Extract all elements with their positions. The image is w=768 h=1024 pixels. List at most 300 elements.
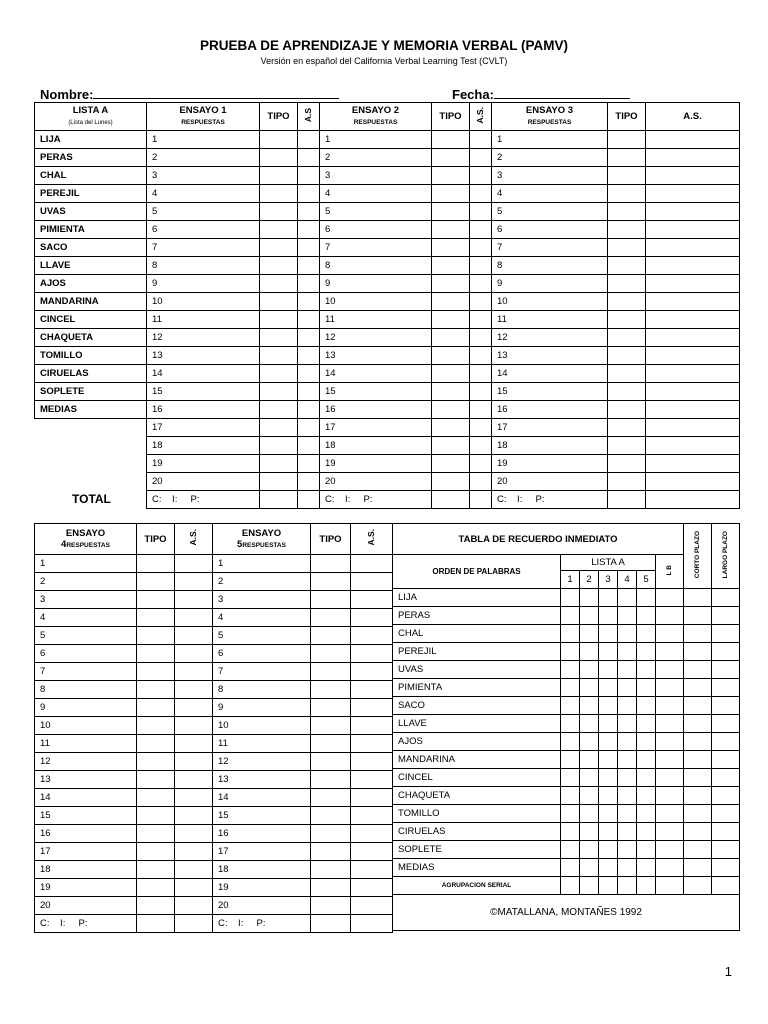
response-cell[interactable]: 12: [35, 753, 137, 771]
recall-cell[interactable]: [599, 661, 618, 679]
tipo-cell[interactable]: [311, 699, 351, 717]
response-cell[interactable]: 16: [213, 825, 311, 843]
tipo-cell[interactable]: [608, 293, 646, 311]
recall-cell[interactable]: [618, 679, 637, 697]
as-cell[interactable]: [175, 699, 213, 717]
tipo-cell[interactable]: [608, 149, 646, 167]
recall-cell[interactable]: [637, 769, 656, 787]
as-cell[interactable]: [470, 275, 492, 293]
recall-cell[interactable]: [561, 751, 580, 769]
tipo-cell[interactable]: [608, 311, 646, 329]
as-cell[interactable]: [351, 699, 393, 717]
recall-cell[interactable]: [656, 787, 684, 805]
tipo-cell[interactable]: [608, 185, 646, 203]
as-cell[interactable]: [646, 437, 740, 455]
recall-cell[interactable]: [580, 697, 599, 715]
tipo-cell[interactable]: [432, 401, 470, 419]
recall-cell[interactable]: [561, 733, 580, 751]
response-cell[interactable]: 17: [147, 419, 260, 437]
recall-cell[interactable]: [580, 589, 599, 607]
tipo-cell[interactable]: [608, 383, 646, 401]
tipo-cell[interactable]: [608, 455, 646, 473]
tipo-cell[interactable]: [260, 473, 298, 491]
tipo-cell[interactable]: [608, 167, 646, 185]
as-cell[interactable]: [351, 645, 393, 663]
as-cell[interactable]: [646, 401, 740, 419]
recall-cell[interactable]: [618, 841, 637, 859]
recall-cell[interactable]: [637, 859, 656, 877]
as-cell[interactable]: [351, 573, 393, 591]
recall-cell[interactable]: [712, 625, 740, 643]
recall-cell[interactable]: [637, 841, 656, 859]
response-cell[interactable]: 1: [213, 555, 311, 573]
tipo-cell[interactable]: [608, 275, 646, 293]
tipo-cell[interactable]: [311, 807, 351, 825]
tipo-cell[interactable]: [137, 753, 175, 771]
response-cell[interactable]: 8: [320, 257, 432, 275]
recall-cell[interactable]: [684, 679, 712, 697]
recall-cell[interactable]: [599, 733, 618, 751]
recall-cell[interactable]: [684, 823, 712, 841]
recall-cell[interactable]: [637, 607, 656, 625]
as-cell[interactable]: [175, 609, 213, 627]
recall-cell[interactable]: [561, 769, 580, 787]
response-cell[interactable]: 13: [213, 771, 311, 789]
tipo-cell[interactable]: [432, 149, 470, 167]
as-cell[interactable]: [298, 221, 320, 239]
recall-cell[interactable]: [580, 823, 599, 841]
recall-cell[interactable]: [712, 733, 740, 751]
recall-cell[interactable]: [618, 643, 637, 661]
tipo-cell[interactable]: [432, 437, 470, 455]
as-cell[interactable]: [298, 131, 320, 149]
response-cell[interactable]: 15: [35, 807, 137, 825]
response-cell[interactable]: 3: [147, 167, 260, 185]
as-cell[interactable]: [175, 843, 213, 861]
as-cell[interactable]: [298, 365, 320, 383]
response-cell[interactable]: 11: [147, 311, 260, 329]
response-cell[interactable]: 1: [35, 555, 137, 573]
tipo-cell[interactable]: [432, 221, 470, 239]
response-cell[interactable]: 9: [213, 699, 311, 717]
as-cell[interactable]: [351, 771, 393, 789]
response-cell[interactable]: 7: [147, 239, 260, 257]
as-cell[interactable]: [351, 897, 393, 915]
tipo-cell[interactable]: [137, 789, 175, 807]
response-cell[interactable]: 1: [492, 131, 608, 149]
recall-cell[interactable]: [684, 589, 712, 607]
tipo-cell[interactable]: [432, 203, 470, 221]
as-cell[interactable]: [175, 555, 213, 573]
response-cell[interactable]: 5: [213, 627, 311, 645]
recall-cell[interactable]: [684, 769, 712, 787]
response-cell[interactable]: 7: [35, 663, 137, 681]
recall-cell[interactable]: [618, 697, 637, 715]
recall-cell[interactable]: [656, 841, 684, 859]
as-cell[interactable]: [351, 609, 393, 627]
recall-cell[interactable]: [656, 823, 684, 841]
recall-cell[interactable]: [712, 589, 740, 607]
response-cell[interactable]: 7: [213, 663, 311, 681]
tipo-cell[interactable]: [260, 149, 298, 167]
recall-cell[interactable]: [580, 751, 599, 769]
recall-cell[interactable]: [656, 589, 684, 607]
tipo-cell[interactable]: [137, 717, 175, 735]
tipo-cell[interactable]: [260, 185, 298, 203]
response-cell[interactable]: 14: [320, 365, 432, 383]
as-cell[interactable]: [470, 185, 492, 203]
tipo-cell[interactable]: [311, 753, 351, 771]
tipo-cell[interactable]: [260, 131, 298, 149]
recall-cell[interactable]: [656, 697, 684, 715]
response-cell[interactable]: 1: [320, 131, 432, 149]
tipo-cell[interactable]: [608, 419, 646, 437]
response-cell[interactable]: 11: [35, 735, 137, 753]
response-cell[interactable]: 18: [35, 861, 137, 879]
recall-cell[interactable]: [618, 661, 637, 679]
recall-cell[interactable]: [618, 625, 637, 643]
as-cell[interactable]: [470, 401, 492, 419]
tipo-cell[interactable]: [260, 257, 298, 275]
response-cell[interactable]: 18: [213, 861, 311, 879]
recall-cell[interactable]: [580, 625, 599, 643]
recall-cell[interactable]: [637, 805, 656, 823]
response-cell[interactable]: 13: [35, 771, 137, 789]
response-cell[interactable]: 7: [320, 239, 432, 257]
response-cell[interactable]: 4: [213, 609, 311, 627]
response-cell[interactable]: 16: [35, 825, 137, 843]
recall-cell[interactable]: [684, 805, 712, 823]
tipo-cell[interactable]: [432, 167, 470, 185]
recall-cell[interactable]: [637, 877, 656, 895]
recall-cell[interactable]: [618, 733, 637, 751]
response-cell[interactable]: 9: [35, 699, 137, 717]
tipo-cell[interactable]: [311, 717, 351, 735]
tipo-cell[interactable]: [608, 203, 646, 221]
tipo-cell[interactable]: [608, 239, 646, 257]
as-cell[interactable]: [298, 347, 320, 365]
recall-cell[interactable]: [599, 589, 618, 607]
as-cell[interactable]: [298, 437, 320, 455]
recall-cell[interactable]: [712, 823, 740, 841]
tipo-cell[interactable]: [432, 455, 470, 473]
recall-cell[interactable]: [618, 715, 637, 733]
tipo-cell[interactable]: [137, 645, 175, 663]
as-cell[interactable]: [646, 275, 740, 293]
tipo-cell[interactable]: [137, 843, 175, 861]
recall-cell[interactable]: [561, 787, 580, 805]
recall-cell[interactable]: [637, 661, 656, 679]
as-cell[interactable]: [470, 131, 492, 149]
tipo-cell[interactable]: [137, 627, 175, 645]
recall-cell[interactable]: [561, 715, 580, 733]
as-cell[interactable]: [175, 753, 213, 771]
recall-cell[interactable]: [618, 751, 637, 769]
response-cell[interactable]: 11: [213, 735, 311, 753]
as-cell[interactable]: [646, 473, 740, 491]
tipo-cell[interactable]: [260, 311, 298, 329]
tipo-cell[interactable]: [432, 365, 470, 383]
response-cell[interactable]: 4: [492, 185, 608, 203]
tipo-cell[interactable]: [311, 573, 351, 591]
as-cell[interactable]: [470, 329, 492, 347]
as-cell[interactable]: [298, 185, 320, 203]
recall-cell[interactable]: [712, 841, 740, 859]
as-cell[interactable]: [646, 365, 740, 383]
response-cell[interactable]: 18: [492, 437, 608, 455]
tipo-cell[interactable]: [432, 293, 470, 311]
response-cell[interactable]: 16: [320, 401, 432, 419]
tipo-cell[interactable]: [260, 329, 298, 347]
recall-cell[interactable]: [618, 769, 637, 787]
as-cell[interactable]: [298, 149, 320, 167]
recall-cell[interactable]: [599, 805, 618, 823]
tipo-cell[interactable]: [137, 915, 175, 933]
tipo-cell[interactable]: [260, 455, 298, 473]
response-cell[interactable]: 5: [147, 203, 260, 221]
response-cell[interactable]: 4: [320, 185, 432, 203]
recall-cell[interactable]: [561, 607, 580, 625]
response-cell[interactable]: 19: [213, 879, 311, 897]
tipo-cell[interactable]: [260, 401, 298, 419]
as-cell[interactable]: [646, 203, 740, 221]
as-cell[interactable]: [175, 573, 213, 591]
recall-cell[interactable]: [712, 697, 740, 715]
response-cell[interactable]: 10: [147, 293, 260, 311]
tipo-cell[interactable]: [137, 879, 175, 897]
response-cell[interactable]: 15: [147, 383, 260, 401]
as-cell[interactable]: [175, 789, 213, 807]
as-cell[interactable]: [646, 491, 740, 509]
recall-cell[interactable]: [684, 697, 712, 715]
tipo-cell[interactable]: [608, 131, 646, 149]
recall-cell[interactable]: [561, 823, 580, 841]
as-cell[interactable]: [646, 185, 740, 203]
recall-cell[interactable]: [599, 643, 618, 661]
response-cell[interactable]: 1: [147, 131, 260, 149]
recall-cell[interactable]: [599, 787, 618, 805]
response-cell[interactable]: 5: [320, 203, 432, 221]
response-cell[interactable]: 20: [213, 897, 311, 915]
nombre-field[interactable]: [40, 86, 339, 102]
recall-cell[interactable]: [637, 679, 656, 697]
as-cell[interactable]: [298, 473, 320, 491]
response-cell[interactable]: 6: [213, 645, 311, 663]
response-cell[interactable]: 8: [147, 257, 260, 275]
tipo-cell[interactable]: [432, 419, 470, 437]
recall-cell[interactable]: [637, 715, 656, 733]
recall-cell[interactable]: [656, 859, 684, 877]
response-cell[interactable]: 14: [213, 789, 311, 807]
recall-cell[interactable]: [580, 661, 599, 679]
tipo-cell[interactable]: [608, 347, 646, 365]
recall-cell[interactable]: [599, 697, 618, 715]
recall-cell[interactable]: [618, 607, 637, 625]
as-cell[interactable]: [298, 383, 320, 401]
recall-cell[interactable]: [599, 751, 618, 769]
recall-cell[interactable]: [618, 877, 637, 895]
recall-cell[interactable]: [599, 841, 618, 859]
recall-cell[interactable]: [637, 697, 656, 715]
as-cell[interactable]: [351, 735, 393, 753]
response-cell[interactable]: 14: [35, 789, 137, 807]
as-cell[interactable]: [470, 347, 492, 365]
tipo-cell[interactable]: [432, 383, 470, 401]
as-cell[interactable]: [351, 555, 393, 573]
tipo-cell[interactable]: [311, 915, 351, 933]
recall-cell[interactable]: [580, 643, 599, 661]
tipo-cell[interactable]: [608, 401, 646, 419]
recall-cell[interactable]: [561, 841, 580, 859]
recall-cell[interactable]: [580, 733, 599, 751]
response-cell[interactable]: 3: [492, 167, 608, 185]
response-cell[interactable]: 19: [147, 455, 260, 473]
as-cell[interactable]: [646, 239, 740, 257]
tipo-cell[interactable]: [432, 329, 470, 347]
as-cell[interactable]: [646, 311, 740, 329]
as-cell[interactable]: [175, 825, 213, 843]
as-cell[interactable]: [351, 681, 393, 699]
as-cell[interactable]: [470, 293, 492, 311]
as-cell[interactable]: [175, 897, 213, 915]
response-cell[interactable]: 9: [492, 275, 608, 293]
tipo-cell[interactable]: [311, 861, 351, 879]
response-cell[interactable]: 6: [35, 645, 137, 663]
response-cell[interactable]: 6: [320, 221, 432, 239]
as-cell[interactable]: [298, 491, 320, 509]
response-cell[interactable]: 11: [492, 311, 608, 329]
response-cell[interactable]: 2: [35, 573, 137, 591]
as-cell[interactable]: [298, 257, 320, 275]
as-cell[interactable]: [470, 419, 492, 437]
response-cell[interactable]: 8: [35, 681, 137, 699]
recall-cell[interactable]: [637, 787, 656, 805]
recall-cell[interactable]: [712, 787, 740, 805]
recall-cell[interactable]: [599, 625, 618, 643]
recall-cell[interactable]: [637, 643, 656, 661]
as-cell[interactable]: [175, 717, 213, 735]
recall-cell[interactable]: [684, 841, 712, 859]
tipo-cell[interactable]: [137, 573, 175, 591]
recall-cell[interactable]: [580, 679, 599, 697]
as-cell[interactable]: [470, 383, 492, 401]
tipo-cell[interactable]: [260, 275, 298, 293]
tipo-cell[interactable]: [311, 843, 351, 861]
fecha-field[interactable]: [452, 86, 630, 102]
recall-cell[interactable]: [561, 679, 580, 697]
recall-cell[interactable]: [580, 877, 599, 895]
recall-cell[interactable]: [637, 625, 656, 643]
response-cell[interactable]: 19: [35, 879, 137, 897]
tipo-cell[interactable]: [260, 347, 298, 365]
as-cell[interactable]: [470, 257, 492, 275]
tipo-cell[interactable]: [260, 167, 298, 185]
tipo-cell[interactable]: [137, 591, 175, 609]
response-cell[interactable]: 20: [492, 473, 608, 491]
response-cell[interactable]: 10: [320, 293, 432, 311]
recall-cell[interactable]: [561, 625, 580, 643]
response-cell[interactable]: 7: [492, 239, 608, 257]
as-cell[interactable]: [351, 591, 393, 609]
tipo-cell[interactable]: [432, 311, 470, 329]
response-cell[interactable]: 13: [492, 347, 608, 365]
response-cell[interactable]: 5: [492, 203, 608, 221]
tipo-cell[interactable]: [432, 185, 470, 203]
as-cell[interactable]: [351, 915, 393, 933]
recall-cell[interactable]: [599, 715, 618, 733]
recall-cell[interactable]: [618, 589, 637, 607]
response-cell[interactable]: 16: [492, 401, 608, 419]
tipo-cell[interactable]: [432, 257, 470, 275]
as-cell[interactable]: [646, 419, 740, 437]
recall-cell[interactable]: [712, 751, 740, 769]
response-cell[interactable]: 12: [213, 753, 311, 771]
tipo-cell[interactable]: [608, 473, 646, 491]
as-cell[interactable]: [298, 311, 320, 329]
as-cell[interactable]: [646, 167, 740, 185]
response-cell[interactable]: 3: [213, 591, 311, 609]
tipo-cell[interactable]: [137, 735, 175, 753]
recall-cell[interactable]: [684, 733, 712, 751]
response-cell[interactable]: 3: [320, 167, 432, 185]
response-cell[interactable]: 14: [492, 365, 608, 383]
recall-cell[interactable]: [580, 715, 599, 733]
as-cell[interactable]: [175, 915, 213, 933]
recall-cell[interactable]: [656, 769, 684, 787]
response-cell[interactable]: 15: [213, 807, 311, 825]
as-cell[interactable]: [470, 311, 492, 329]
as-cell[interactable]: [175, 627, 213, 645]
tipo-cell[interactable]: [260, 203, 298, 221]
response-cell[interactable]: 17: [320, 419, 432, 437]
tipo-cell[interactable]: [260, 419, 298, 437]
as-cell[interactable]: [646, 347, 740, 365]
response-cell[interactable]: 10: [213, 717, 311, 735]
tipo-cell[interactable]: [137, 771, 175, 789]
as-cell[interactable]: [175, 861, 213, 879]
recall-cell[interactable]: [618, 823, 637, 841]
recall-cell[interactable]: [656, 661, 684, 679]
response-cell[interactable]: 13: [320, 347, 432, 365]
response-cell[interactable]: 13: [147, 347, 260, 365]
response-cell[interactable]: 15: [492, 383, 608, 401]
as-cell[interactable]: [470, 149, 492, 167]
recall-cell[interactable]: [561, 859, 580, 877]
response-cell[interactable]: 15: [320, 383, 432, 401]
tipo-cell[interactable]: [137, 609, 175, 627]
recall-cell[interactable]: [561, 877, 580, 895]
as-cell[interactable]: [175, 771, 213, 789]
response-cell[interactable]: 17: [492, 419, 608, 437]
as-cell[interactable]: [470, 455, 492, 473]
recall-cell[interactable]: [580, 607, 599, 625]
as-cell[interactable]: [351, 825, 393, 843]
response-cell[interactable]: 17: [213, 843, 311, 861]
recall-cell[interactable]: [684, 625, 712, 643]
recall-cell[interactable]: [561, 661, 580, 679]
recall-cell[interactable]: [580, 787, 599, 805]
tipo-cell[interactable]: [137, 663, 175, 681]
tipo-cell[interactable]: [311, 735, 351, 753]
response-cell[interactable]: 20: [147, 473, 260, 491]
recall-cell[interactable]: [618, 787, 637, 805]
recall-cell[interactable]: [599, 769, 618, 787]
response-cell[interactable]: 3: [35, 591, 137, 609]
tipo-cell[interactable]: [260, 239, 298, 257]
tipo-cell[interactable]: [432, 473, 470, 491]
response-cell[interactable]: 20: [35, 897, 137, 915]
response-cell[interactable]: 18: [320, 437, 432, 455]
